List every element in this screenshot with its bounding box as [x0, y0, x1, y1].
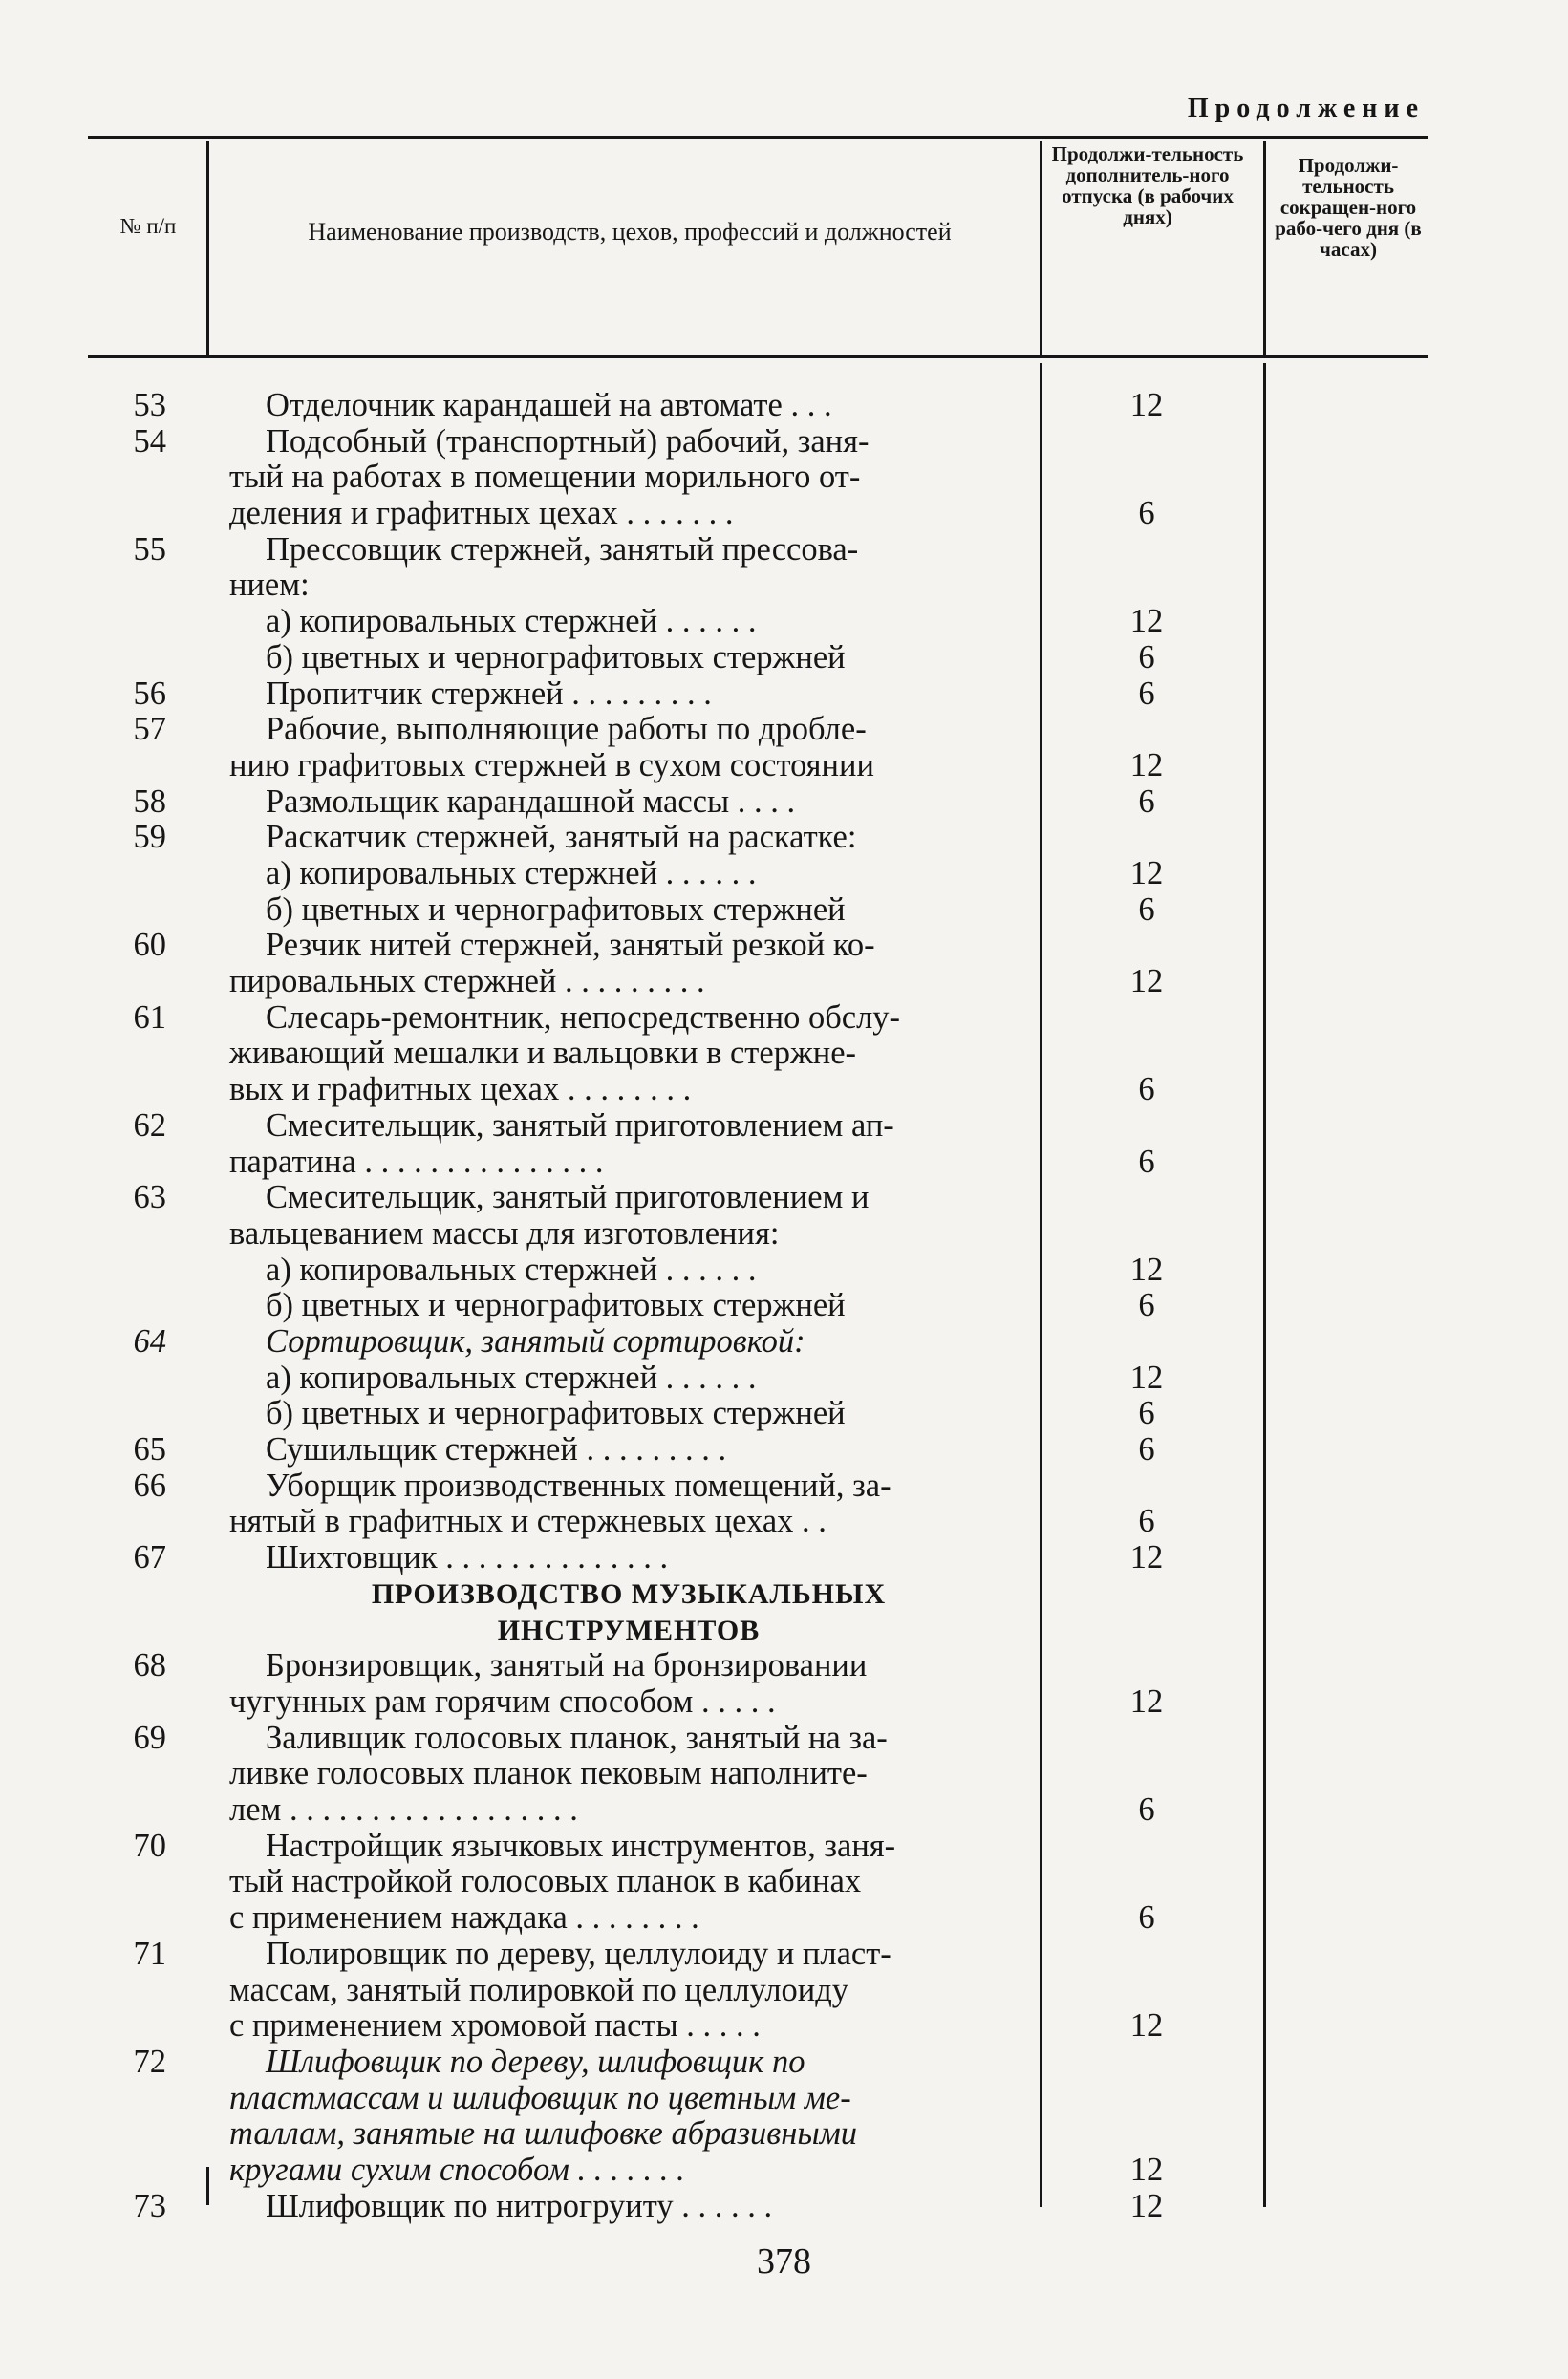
table-row [0, 856, 1568, 892]
row-number: 69 [133, 1719, 166, 1756]
table-row [0, 532, 1568, 604]
row-text-line: а) копировальных стержней . . . . . . [266, 855, 757, 891]
header-rule [88, 355, 1428, 358]
leave-days-value: 6 [1138, 495, 1155, 532]
row-number: 53 [133, 387, 166, 423]
row-number: 61 [133, 998, 166, 1036]
row-number: 63 [133, 1179, 166, 1216]
leave-days-value: 12 [1129, 2152, 1164, 2189]
row-text-line: паратина . . . . . . . . . . . . . . . [229, 1143, 604, 1180]
table-row [0, 1324, 1568, 1361]
leave-days-value: 6 [1138, 638, 1155, 675]
row-text-line: кругами сухим способом . . . . . . . [229, 2152, 685, 2189]
leave-days-value: 6 [1138, 1431, 1155, 1468]
row-description [229, 1108, 1028, 1180]
row-description [229, 892, 1028, 929]
header-number: № п/п [119, 214, 177, 238]
col-rule-1 [206, 141, 209, 355]
table-row [0, 2189, 1568, 2225]
page-number: 378 [757, 2241, 811, 2282]
row-description [229, 1253, 1028, 1289]
row-text-line: Шлифовщик по нитрогруиту . . . . . . [266, 2187, 773, 2224]
row-text-line: тый на работах в помещении морильного от- [229, 459, 861, 496]
row-number: 64 [133, 1323, 166, 1361]
row-text-line: ливке голосовых планок пековым наполните- [229, 1755, 868, 1792]
leave-days-value: 6 [1138, 1899, 1155, 1937]
row-text-line: Сушильщик стержней . . . . . . . . . [266, 1431, 727, 1468]
leave-days-value: 6 [1138, 1503, 1155, 1540]
row-text-line: чугунных рам горячим способом . . . . . [229, 1682, 776, 1720]
leave-days-value: 12 [1129, 2187, 1164, 2224]
row-description [229, 2189, 1028, 2225]
row-number: 62 [133, 1106, 166, 1144]
row-text-line: нию графитовых стержней в сухом состоянии [229, 746, 874, 783]
row-description [229, 1432, 1028, 1468]
table-row [0, 1829, 1568, 1937]
row-text-line: а) копировальных стержней . . . . . . [266, 603, 757, 640]
row-text-line: б) цветных и чернографитовых стержней [266, 890, 846, 928]
table-row [0, 640, 1568, 676]
table-row [0, 1180, 1568, 1252]
row-text-line: б) цветных и чернографитовых стержней [266, 1395, 846, 1432]
row-description [229, 604, 1028, 640]
row-text-line: вальцеванием массы для изготовления: [229, 1214, 780, 1252]
row-text-line: Сортировщик, занятый сортировкой: [266, 1323, 805, 1361]
leave-days-value: 12 [1129, 963, 1164, 1000]
row-number [0, 1396, 174, 1432]
row-text-line: массам, занятый полировкой по целлулоиду [229, 1971, 849, 2008]
row-text-line: таллам, занятые на шлифовке абразивными [229, 2115, 858, 2153]
row-number [0, 1253, 174, 1289]
table-row [0, 676, 1568, 713]
table-row [0, 1468, 1568, 1540]
row-text-line: Настройщик язычковых инструментов, заня- [266, 1827, 896, 1864]
leave-days-value: 12 [1129, 387, 1164, 423]
row-description [229, 1829, 1028, 1937]
row-number: 55 [133, 530, 166, 568]
row-text-line: а) копировальных стержней . . . . . . [266, 1359, 757, 1396]
row-text-line: Размольщик карандашной массы . . . . [266, 782, 796, 820]
row-description [229, 1648, 1028, 1720]
row-number: 60 [133, 927, 166, 964]
row-number: 58 [133, 782, 166, 820]
row-description [229, 2045, 1028, 2189]
row-description [229, 1000, 1028, 1108]
leave-days-value: 12 [1129, 2007, 1164, 2045]
leave-days-value: 12 [1129, 855, 1164, 891]
leave-days-value: 6 [1138, 1071, 1155, 1108]
row-text-line: Смесительщик, занятый приготовлением и [266, 1179, 870, 1216]
row-number: 73 [133, 2187, 166, 2224]
row-text-line: Раскатчик стержней, занятый на раскатке: [266, 819, 857, 856]
row-description [229, 424, 1028, 532]
row-description [229, 1324, 1028, 1361]
row-text-line: Прессовщик стержней, занятый прессова- [266, 530, 859, 568]
leave-days-value: 6 [1138, 1395, 1155, 1432]
row-text-line: тый настройкой голосовых планок в кабинах [229, 1863, 862, 1900]
row-description [229, 676, 1028, 713]
row-number: 59 [133, 819, 166, 856]
table-row [0, 1937, 1568, 2045]
row-description [229, 640, 1028, 676]
leave-days-value: 12 [1129, 746, 1164, 783]
row-description [229, 1468, 1028, 1540]
row-text-line: Отделочник карандашей на автомате . . . [266, 387, 832, 423]
row-description [229, 1396, 1028, 1432]
leave-days-value: 12 [1129, 1539, 1164, 1576]
row-number: 56 [133, 675, 166, 712]
row-text-line: лем . . . . . . . . . . . . . . . . . . [229, 1791, 578, 1829]
row-text-line: Слесарь-ремонтник, непосредственно обслу- [266, 998, 901, 1036]
row-description [229, 1937, 1028, 2045]
table-row [0, 820, 1568, 856]
row-number: 54 [133, 422, 166, 460]
row-description [229, 1288, 1028, 1324]
row-number: 65 [133, 1431, 166, 1468]
row-text-line: б) цветных и чернографитовых стержней [266, 1287, 846, 1324]
continuation-label: Продолжение [1187, 94, 1425, 123]
leave-days-value: 12 [1129, 1682, 1164, 1720]
header-short-day: Продолжи-тельность сокращен-ного рабо-чего дня (в часах) [1275, 154, 1422, 261]
row-description [229, 928, 1028, 999]
header-name: Наименование производств, цехов, профессий и должностей [308, 218, 952, 246]
table-row [0, 1000, 1568, 1108]
row-text-line: живающий мешалки и вальцовки в стержне- [229, 1035, 857, 1072]
table-row [0, 388, 1568, 424]
row-text-line: а) копировальных стержней . . . . . . [266, 1251, 757, 1288]
row-number: 66 [133, 1467, 166, 1504]
row-text-line: с применением хромовой пасты . . . . . [229, 2007, 761, 2045]
top-rule [88, 136, 1428, 139]
row-number [0, 604, 174, 640]
table-row [0, 1288, 1568, 1324]
table-row [0, 1253, 1568, 1289]
table-row [0, 604, 1568, 640]
row-description [229, 1540, 1028, 1576]
leave-days-value: 6 [1138, 675, 1155, 712]
row-description [229, 1180, 1028, 1252]
row-number: 67 [133, 1539, 166, 1576]
col-rule-2 [1040, 141, 1042, 355]
row-text-line: деления и графитных цехах . . . . . . . [229, 495, 734, 532]
leave-days-value: 6 [1138, 1143, 1155, 1180]
row-description [229, 712, 1028, 783]
leave-days-value: 12 [1129, 1251, 1164, 1288]
row-text-line: вых и графитных цехах . . . . . . . . [229, 1071, 692, 1108]
row-description [229, 1721, 1028, 1829]
leave-days-value: 6 [1138, 782, 1155, 820]
row-number [0, 640, 174, 676]
row-text-line: Резчик нитей стержней, занятый резкой ко- [266, 927, 875, 964]
row-text-line: Подсобный (транспортный) рабочий, заня- [266, 422, 870, 460]
table-row [0, 1540, 1568, 1576]
table-row [0, 1396, 1568, 1432]
row-text-line: пластмассам и шлифовщик по цветным ме- [229, 2079, 851, 2116]
row-number: 70 [133, 1827, 166, 1864]
row-text-line: Шихтовщик . . . . . . . . . . . . . . [266, 1539, 669, 1576]
row-number: 57 [133, 711, 166, 748]
row-text-line: нятый в графитных и стержневых цехах . . [229, 1503, 827, 1540]
header-leave: Продолжи-тельность дополнитель-ного отпуска (в рабочих днях) [1051, 142, 1244, 228]
row-number: 71 [133, 1935, 166, 1972]
leave-days-value: 12 [1129, 1359, 1164, 1396]
row-text-line: нием: [229, 567, 310, 604]
table-row [0, 1108, 1568, 1180]
leave-days-value: 6 [1138, 890, 1155, 928]
table-row [0, 424, 1568, 532]
row-number [0, 1288, 174, 1324]
row-description [229, 388, 1028, 424]
row-description [229, 856, 1028, 892]
row-number [0, 1361, 174, 1397]
row-number: 68 [133, 1647, 166, 1684]
table-row [0, 1648, 1568, 1720]
row-text-line: Уборщик производственных помещений, за- [266, 1467, 891, 1504]
leave-days-value: 6 [1138, 1791, 1155, 1829]
row-description [229, 820, 1028, 856]
row-text-line: Бронзировщик, занятый на бронзировании [266, 1647, 868, 1684]
row-text-line: пировальных стержней . . . . . . . . . [229, 963, 705, 1000]
row-number: 72 [133, 2043, 166, 2080]
table-row [0, 1432, 1568, 1468]
row-text-line: с применением наждака . . . . . . . . [229, 1899, 699, 1937]
table-row [0, 1721, 1568, 1829]
section-heading: ПРОИЗВОДСТВО МУЗЫКАЛЬНЫХ ИНСТРУМЕНТОВ [371, 1577, 887, 1646]
row-description [229, 532, 1028, 604]
table-row [0, 712, 1568, 783]
table-row [0, 928, 1568, 999]
row-description [229, 784, 1028, 821]
row-text-line: Пропитчик стержней . . . . . . . . . [266, 675, 712, 712]
row-text-line: б) цветных и чернографитовых стержней [266, 638, 846, 675]
row-text-line: Заливщик голосовых планок, занятый на за- [266, 1719, 888, 1756]
table-row [0, 892, 1568, 929]
row-text-line: Шлифовщик по дереву, шлифовщик по [266, 2043, 805, 2080]
row-text-line: Полировщик по дереву, целлулоиду и пласт- [266, 1935, 891, 1972]
row-description [229, 1361, 1028, 1397]
row-number [0, 856, 174, 892]
table-row [0, 2045, 1568, 2189]
leave-days-value: 6 [1138, 1287, 1155, 1324]
leave-days-value: 12 [1129, 603, 1164, 640]
table-row [0, 784, 1568, 821]
row-text-line: Смесительщик, занятый приготовлением ап- [266, 1106, 894, 1144]
table-body [0, 388, 1568, 2224]
row-number [0, 892, 174, 929]
row-text-line: Рабочие, выполняющие работы по дробле- [266, 711, 867, 748]
table-row [0, 1361, 1568, 1397]
